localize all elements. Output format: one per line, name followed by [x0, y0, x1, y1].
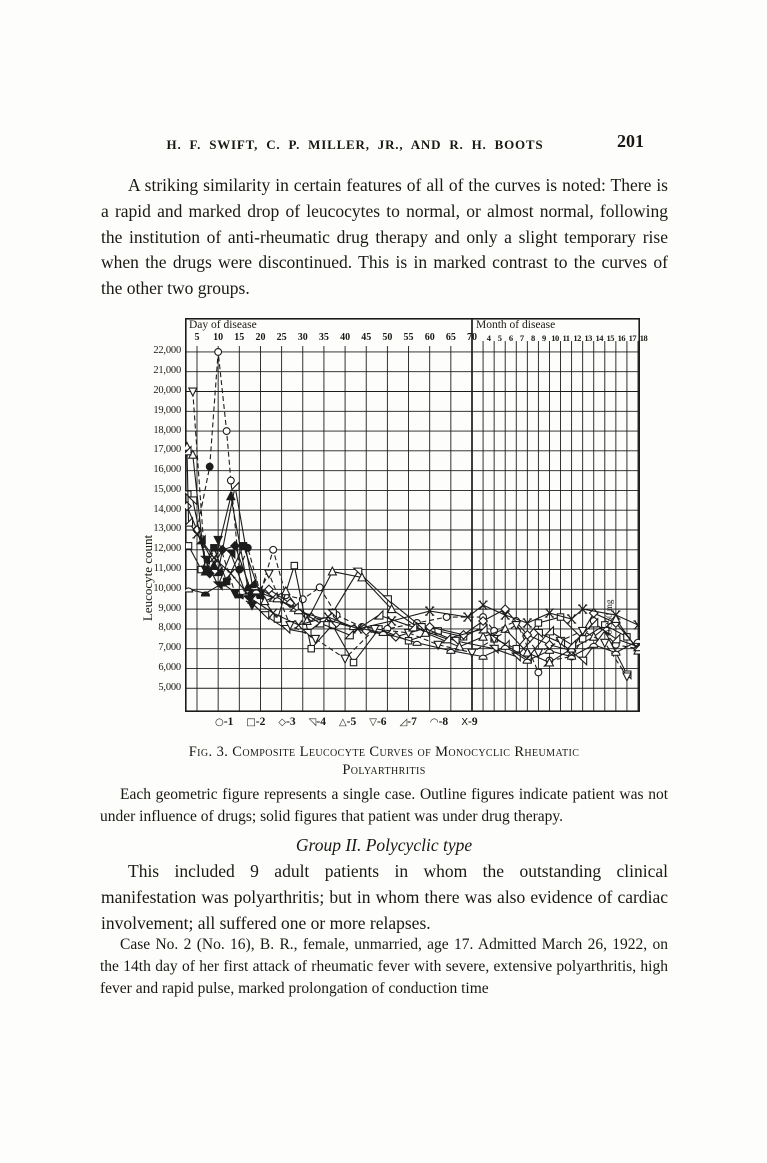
marker-circle [206, 463, 213, 470]
legend-item-case-6 [369, 716, 386, 728]
marker-circle [535, 669, 542, 676]
day-tick-label: 25 [276, 332, 287, 343]
day-tick-label: 70 [467, 332, 477, 343]
y-tick-label: 18,000 [153, 424, 181, 436]
marker-half-circle [201, 592, 209, 596]
day-axis-title: Day of disease [189, 319, 257, 331]
y-tick-label: 8,000 [158, 622, 181, 634]
legend-item-case-5 [339, 716, 356, 728]
month-axis-title: Month of disease [476, 319, 556, 331]
marker-circle [215, 349, 222, 356]
legend-number: -8 [438, 716, 449, 728]
y-tick-label: 10,000 [153, 582, 181, 594]
marker-half-circle [568, 655, 576, 659]
legend-diamond-icon: ◇ [278, 717, 287, 728]
y-tick-label: 22,000 [153, 345, 181, 357]
day-tick-label: 30 [297, 332, 308, 343]
marker-lower-right-triangle [345, 631, 353, 639]
day-tick-label: 20 [255, 332, 266, 343]
y-axis-title: Leucocyte count [140, 534, 155, 622]
y-tick-label: 12,000 [153, 543, 181, 555]
month-tick-label: 11 [562, 333, 570, 343]
y-tick-label: 5,000 [158, 681, 181, 693]
marker-half-circle [501, 645, 509, 649]
legend-item-case-1 [215, 716, 233, 728]
marker-half-circle [634, 639, 640, 643]
legend-number: -2 [255, 716, 266, 728]
legend-item-case-2 [246, 716, 265, 728]
y-tick-label: 16,000 [153, 464, 181, 476]
marker-circle [316, 584, 323, 591]
y-tick-label: 14,000 [153, 503, 181, 515]
marker-circle [223, 428, 230, 435]
marker-triangle-down [468, 649, 476, 657]
marker-lower-right-triangle [375, 611, 383, 619]
marker-upper-right-triangle [354, 568, 362, 576]
legend-item-case-8 [430, 716, 448, 728]
marker-square [185, 543, 191, 549]
legend-item-case-4 [309, 716, 326, 728]
y-tick-label: 7,000 [158, 642, 181, 654]
marker-upper-right-triangle [227, 550, 235, 558]
marker-upper-right-triangle [261, 612, 269, 620]
month-tick-label: 12 [573, 333, 581, 343]
day-tick-label: 50 [382, 332, 393, 343]
month-tick-label: 14 [595, 333, 603, 343]
legend-circle-icon: ○ [215, 717, 224, 728]
day-tick-label: 60 [424, 332, 435, 343]
marker-half-circle [523, 659, 531, 663]
legend-item-case-9 [461, 716, 477, 728]
marker-triangle-down [189, 388, 197, 396]
legend-number: -9 [468, 716, 478, 728]
marker-triangle-down [311, 635, 319, 643]
y-tick-label: 20,000 [153, 385, 181, 396]
y-tick-label: 13,000 [153, 523, 181, 535]
day-tick-label: 65 [445, 332, 456, 343]
marker-square [350, 659, 356, 665]
marker-half-circle [413, 641, 421, 645]
marker-half-circle [295, 610, 303, 614]
running-head-authors: H. F. SWIFT, C. P. MILLER, JR., AND R. H. BOOTS [166, 137, 544, 152]
marker-half-circle [273, 598, 281, 602]
month-tick-label: 16 [617, 333, 626, 343]
day-tick-label: 35 [318, 332, 329, 343]
group-ii-heading: Group II. Polycyclic type [295, 835, 473, 855]
page-number: 201 [617, 131, 644, 151]
paragraph-similarity: A striking similarity in certain features of all of the curves is noted: There is a rapid and marked drop of leucocytes to normal, or almost normal, following the institution of anti-rheumatic drug therapy and only a slight temporary rise when the drugs were discontinued. This is in marked contrast to the curves of the other two groups. [101, 175, 668, 299]
legend-triangle-down-icon: ▽ [369, 717, 377, 728]
marker-half-circle [447, 649, 455, 653]
marker-triangle-up [501, 625, 509, 633]
chart-legend [215, 716, 615, 728]
legend-item-case-3 [278, 716, 295, 728]
legend-item-case-7 [400, 716, 417, 728]
day-tick-label: 55 [403, 332, 414, 343]
month-tick-label: 15 [606, 333, 615, 343]
chart-canvas [185, 318, 640, 717]
marker-half-circle [590, 643, 598, 647]
legend-number: -5 [346, 716, 357, 728]
legend-half-circle-icon: ◠ [429, 717, 439, 728]
y-tick-label: 6,000 [158, 661, 181, 673]
legend-lower-right-triangle-icon: ◿ [399, 717, 408, 728]
marker-triangle-up [328, 567, 336, 575]
marker-triangle-down [601, 639, 609, 647]
legend-number: -7 [407, 716, 417, 728]
marker-half-circle [252, 590, 260, 594]
marker-half-circle [612, 651, 620, 655]
figure-chart [133, 318, 667, 750]
paragraph-group2: This included 9 adult patients in whom the outstanding clinical manifestation was polyarthritis; but in whom there was also evidence of cardiac involvement; all suffered one or more relapses. [101, 861, 668, 933]
legend-number: -3 [286, 716, 296, 728]
marker-square [308, 645, 314, 651]
marker-half-circle [185, 588, 193, 592]
dose-annotation: 0-350 mg [604, 599, 615, 635]
day-tick-label: 5 [194, 332, 200, 343]
day-tick-label: 15 [234, 332, 245, 343]
month-tick-label: 18 [639, 333, 648, 343]
month-tick-label: 10 [551, 333, 559, 343]
marker-half-circle [218, 582, 226, 586]
marker-circle [270, 546, 277, 553]
legend-upper-right-triangle-icon: ◹ [308, 717, 317, 728]
month-tick-label: 17 [628, 333, 637, 343]
legend-number: -6 [376, 716, 387, 728]
marker-half-circle [479, 655, 487, 659]
legend-x-figure-icon: Ⅹ [461, 717, 469, 728]
marker-triangle-down [214, 536, 222, 544]
figure-caption-line2: Polyarthritis [342, 762, 426, 778]
month-tick-label: 8 [530, 333, 535, 343]
legend-square-icon: □ [246, 717, 256, 728]
month-tick-label: 4 [486, 333, 491, 343]
legend-number: -1 [223, 716, 234, 728]
marker-half-circle [379, 631, 387, 635]
month-tick-label: 7 [519, 333, 524, 343]
marker-circle [227, 477, 234, 484]
marker-upper-right-triangle [189, 497, 197, 505]
month-tick-label: 5 [497, 333, 502, 343]
y-tick-label: 11,000 [153, 563, 181, 575]
marker-triangle-down [341, 655, 349, 663]
y-tick-label: 17,000 [153, 444, 181, 456]
day-tick-label: 45 [361, 332, 372, 343]
marker-diamond [231, 542, 239, 550]
y-tick-label: 9,000 [158, 602, 181, 614]
figure-note: Each geometric figure represents a single case. Outline figures indicate patient was not under influence of drugs; solid figures that patient was under drug therapy. [100, 786, 668, 825]
marker-triangle-up [282, 587, 290, 595]
y-tick-label: 15,000 [153, 483, 181, 495]
leucocyte-chart [185, 318, 640, 712]
month-tick-label: 6 [508, 333, 513, 343]
day-tick-label: 10 [213, 332, 224, 343]
marker-square [513, 645, 519, 651]
figure-caption-line1: Fig. 3. Composite Leucocyte Curves of Monocyclic Rheumatic [188, 744, 580, 760]
marker-half-circle [235, 594, 243, 598]
y-tick-label: 21,000 [153, 365, 181, 377]
y-tick-label: 19,000 [153, 404, 181, 416]
paragraph-case2: Case No. 2 (No. 16), B. R., female, unmarried, age 17. Admitted March 26, 1922, on the 14th day of her first attack of rheumatic fever with severe, extensive polyarthritis, high fever and rapid pulse, marked prolongation of conduction time [100, 936, 668, 997]
legend-triangle-up-icon: △ [338, 717, 347, 728]
month-tick-label: 13 [584, 333, 592, 343]
day-tick-label: 40 [340, 332, 351, 343]
marker-square [535, 620, 541, 626]
marker-half-circle [545, 649, 553, 653]
legend-number: -4 [316, 716, 326, 728]
marker-square [291, 562, 297, 568]
month-tick-label: 9 [542, 333, 546, 343]
